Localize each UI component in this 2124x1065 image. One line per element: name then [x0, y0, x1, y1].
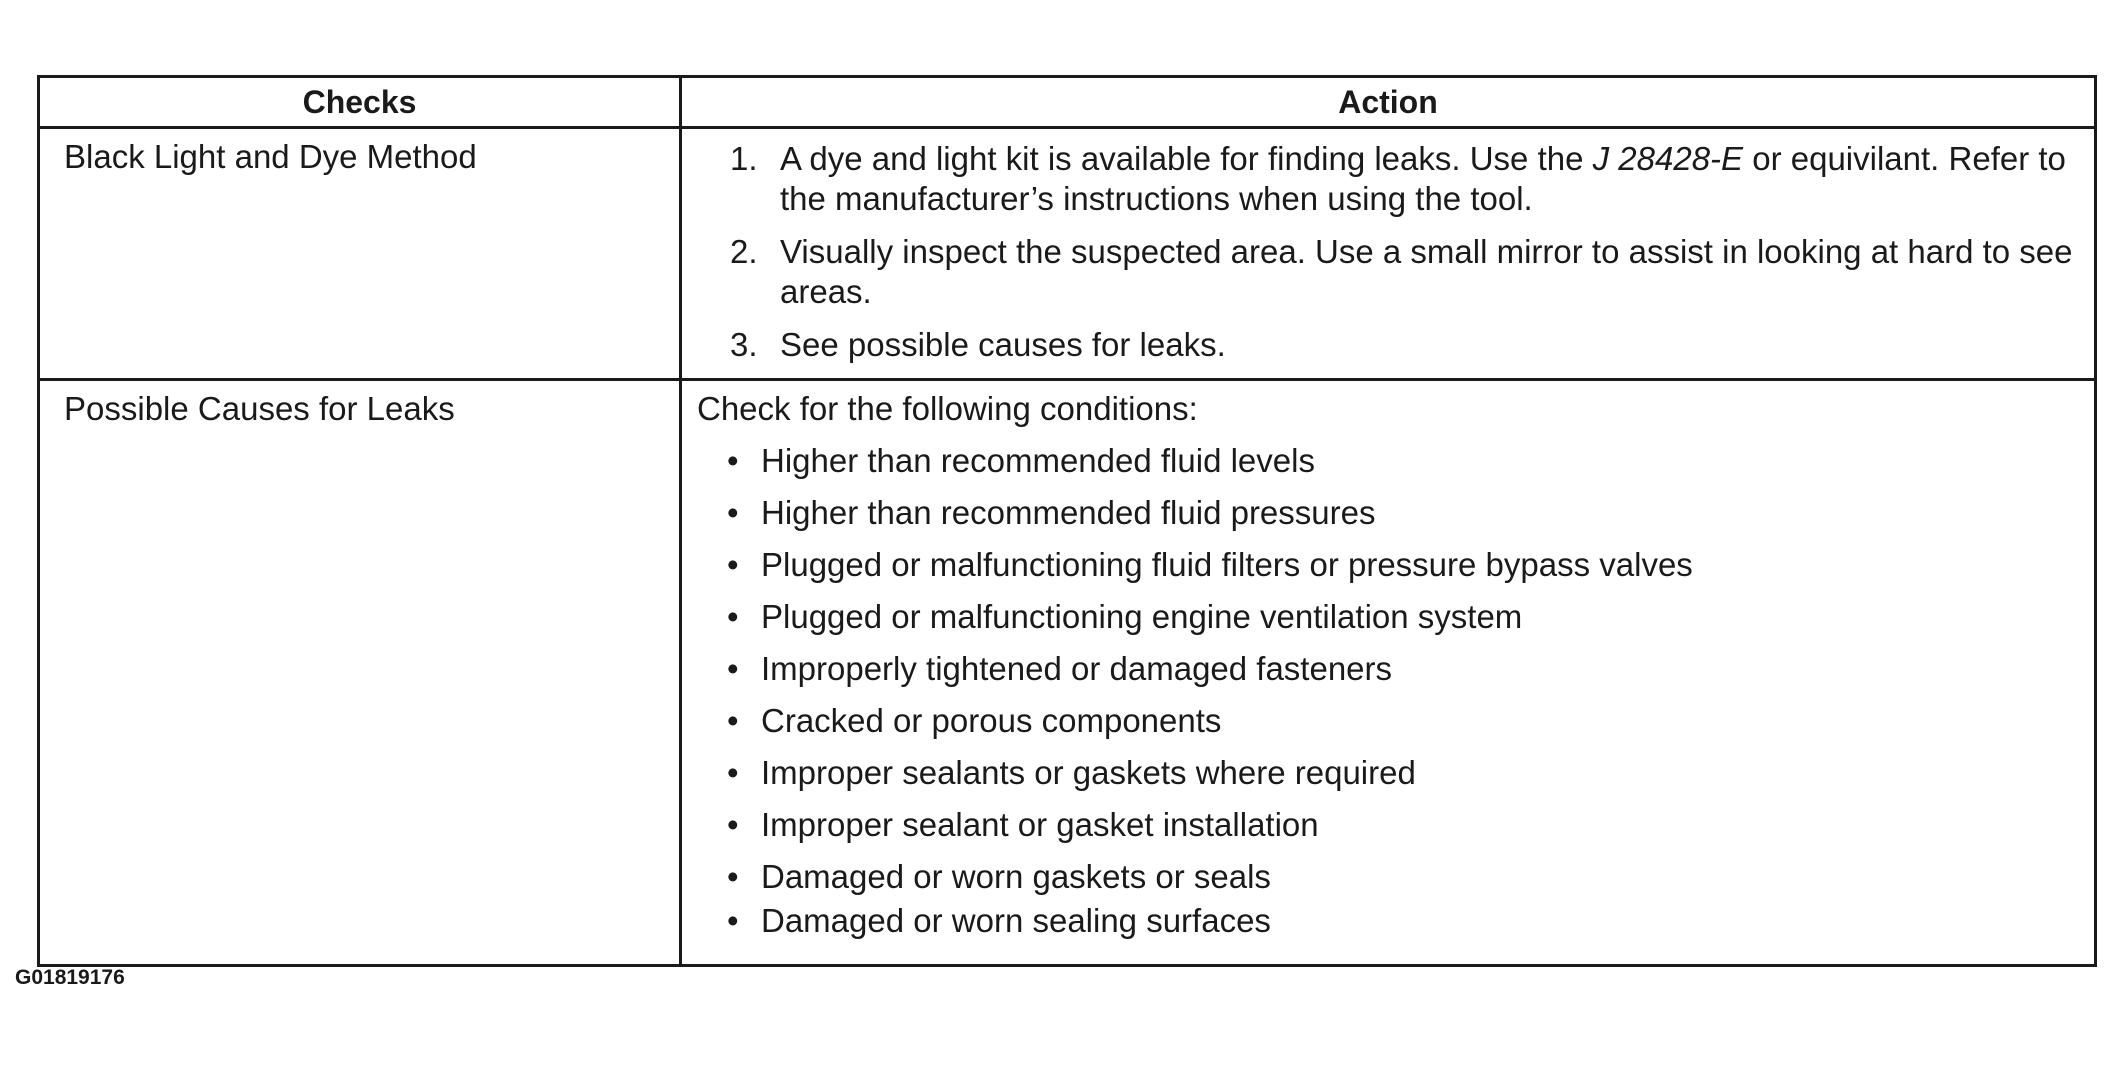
condition-text: Higher than recommended fluid levels — [761, 442, 1315, 479]
list-item — [697, 649, 2074, 701]
step-text: Visually inspect the suspected area. Use a small mirror to assist in looking at hard to see areas. — [780, 233, 2073, 310]
bullet-icon: • — [727, 902, 739, 939]
condition-text: Higher than recommended fluid pressures — [761, 494, 1376, 531]
condition-text: Damaged or worn gaskets or seals — [761, 858, 1271, 895]
table-row — [39, 128, 2096, 380]
check-cell-possible-causes: Possible Causes for Leaks — [39, 380, 681, 966]
list-item — [697, 493, 2074, 545]
list-item — [730, 139, 2074, 219]
list-item — [697, 901, 2074, 945]
checks-column-header: Checks — [39, 77, 681, 128]
condition-text: Improper sealants or gaskets where required — [761, 754, 1416, 791]
condition-text: Improper sealant or gasket installation — [761, 806, 1319, 843]
table-row — [39, 380, 2096, 966]
bullet-icon: • — [727, 546, 739, 583]
step-text: See possible causes for leaks. — [780, 326, 1226, 363]
conditions-list — [697, 441, 2074, 945]
condition-text: Damaged or worn sealing surfaces — [761, 902, 1271, 939]
bullet-icon: • — [727, 442, 739, 479]
step-text — [780, 139, 2074, 219]
bullet-icon: • — [727, 650, 739, 687]
bullet-icon: • — [727, 754, 739, 791]
step-text-part: or equivilant. Refer to the manufacturer’s instructions when using the tool. — [780, 140, 2066, 217]
steps-list — [730, 139, 2074, 365]
check-cell-black-light: Black Light and Dye Method — [39, 128, 681, 380]
list-item — [730, 232, 2074, 312]
figure-id: G01819176 — [15, 966, 125, 989]
bullet-icon: • — [727, 858, 739, 895]
action-cell-steps — [681, 128, 2096, 380]
step-number: 3. — [730, 326, 758, 363]
step-text-part: A dye and light kit is available for finding leaks. Use the — [780, 140, 1593, 177]
list-item — [697, 753, 2074, 805]
condition-text: Improperly tightened or damaged fasteners — [761, 650, 1393, 687]
condition-text: Plugged or malfunctioning engine ventilation system — [761, 598, 1523, 635]
table-header-row — [39, 77, 2096, 128]
bullet-icon: • — [727, 494, 739, 531]
action-cell-conditions — [681, 380, 2096, 966]
list-item — [697, 597, 2074, 649]
tool-reference: J 28428-E — [1592, 140, 1744, 177]
list-item — [697, 545, 2074, 597]
list-item — [697, 857, 2074, 901]
condition-text: Cracked or porous components — [761, 702, 1222, 739]
list-item — [697, 701, 2074, 753]
action-column-header: Action — [681, 77, 2096, 128]
list-item — [730, 325, 2074, 365]
condition-text: Plugged or malfunctioning fluid filters or pressure bypass valves — [761, 546, 1693, 583]
step-number: 2. — [730, 233, 758, 270]
step-number: 1. — [730, 140, 758, 177]
checks-action-table — [37, 75, 2097, 967]
bullet-icon: • — [727, 702, 739, 739]
conditions-intro: Check for the following conditions: — [697, 390, 1198, 427]
list-item — [697, 805, 2074, 857]
bullet-icon: • — [727, 806, 739, 843]
bullet-icon: • — [727, 598, 739, 635]
list-item — [697, 441, 2074, 493]
